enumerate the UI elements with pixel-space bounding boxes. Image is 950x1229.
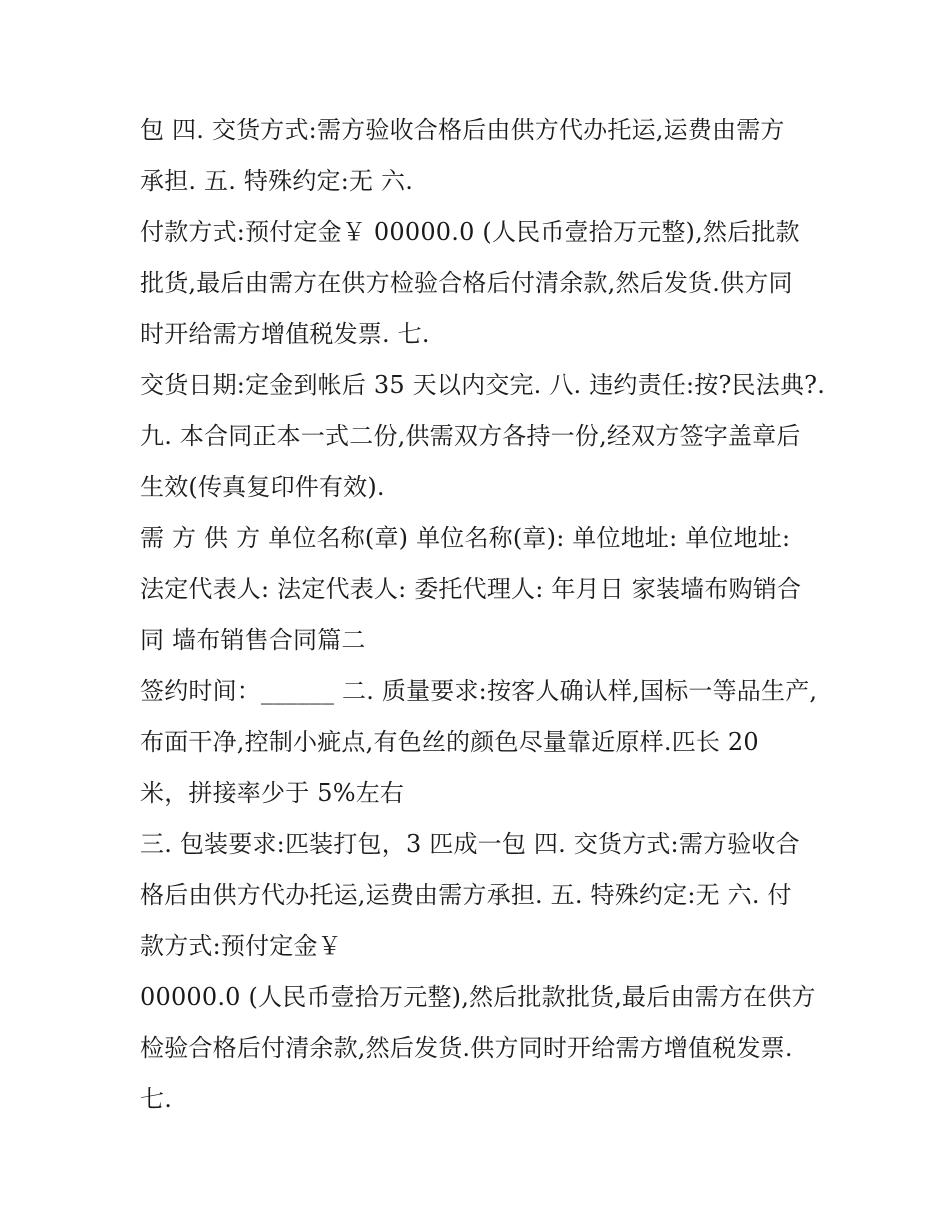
text-line: 承担. 五. 特殊约定:无 六. xyxy=(140,167,414,195)
text-line: 布面干净,控制小疵点,有色丝的颜色尽量靠近原样.匹长 20 xyxy=(140,728,759,756)
text-line: 批货,最后由需方在供方检验合格后付清余款,然后发货.供方同 xyxy=(140,269,793,297)
text-line: 法定代表人: 法定代表人: 委托代理人: 年月日 家装墙布购销合 xyxy=(140,575,802,603)
text-line: 米，拼接率少于 5%左右 xyxy=(140,779,405,807)
text-line: 七. xyxy=(140,1085,173,1113)
text-line: 款方式:预付定金￥ xyxy=(140,932,342,960)
text-line: 检验合格后付清余款,然后发货.供方同时开给需方增值税发票. xyxy=(140,1034,793,1062)
text-line: 包 四. 交货方式:需方验收合格后由供方代办托运,运费由需方 xyxy=(140,116,785,144)
text-line: 00000.0 (人民币壹拾万元整),然后批款批货,最后由需方在供方 xyxy=(140,983,816,1011)
text-line: 付款方式:预付定金￥ 00000.0 (人民币壹拾万元整),然后批款 xyxy=(140,218,800,246)
text-line: 生效(传真复印件有效). xyxy=(140,473,385,501)
text-line: 三. 包装要求:匹装打包，3 匹成一包 四. 交货方式:需方验收合 xyxy=(140,830,800,858)
text-line: 需 方 供 方 单位名称(章) 单位名称(章): 单位地址: 单位地址: xyxy=(140,524,791,552)
text-line: 九. 本合同正本一式二份,供需双方各持一份,经双方签字盖章后 xyxy=(140,422,801,450)
text-line: 时开给需方增值税发票. 七. xyxy=(140,320,430,348)
text-line: 同 墙布销售合同篇二 xyxy=(140,626,366,654)
text-line: 格后由供方代办托运,运费由需方承担. 五. 特殊约定:无 六. 付 xyxy=(140,881,792,909)
text-line: 签约时间：______ 二. 质量要求:按客人确认样,国标一等品生产, xyxy=(140,677,818,705)
text-line: 交货日期:定金到帐后 35 天以内交完. 八. 违约责任:按?民法典?. xyxy=(140,371,826,399)
